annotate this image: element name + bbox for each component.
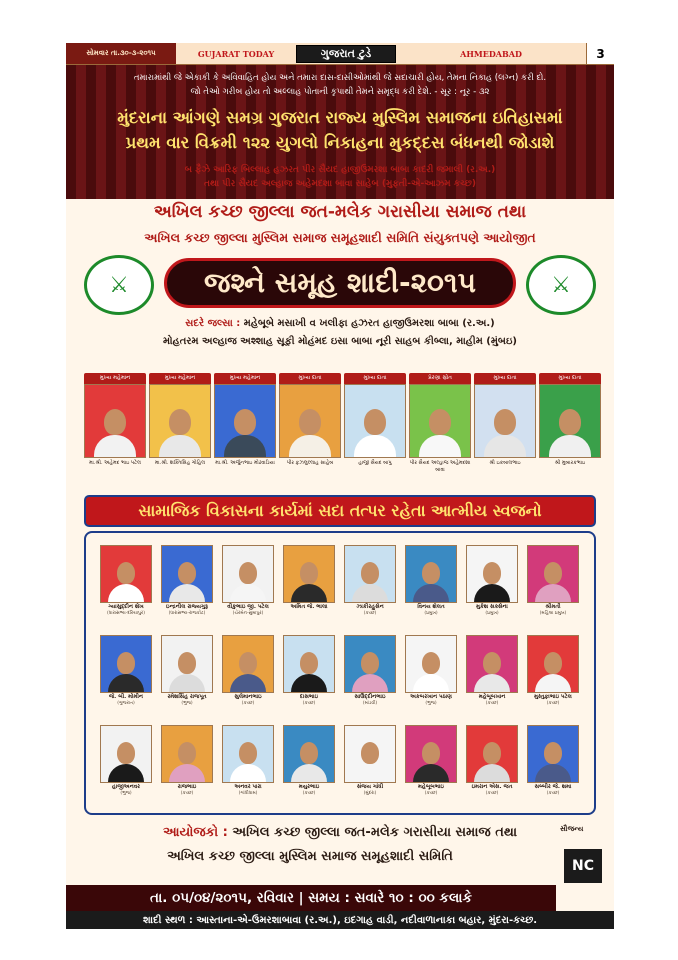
member-name: ઇન્દ્રનીલ રાજ્યગુરૂ (166, 604, 208, 610)
member-name: વિનય શેલત (417, 604, 445, 610)
person-icon (549, 409, 591, 457)
person-icon (535, 652, 571, 692)
organisers-label: આયોજકો : (162, 825, 228, 840)
event-title: જશ્ને સમૂહ શાદી-૨૦૧૫ (164, 258, 516, 308)
member-name: મહેબૂબભાઇ (418, 784, 444, 790)
organisers-text-2: અખિલ કચ્છ જીલ્લા મુસ્લિમ સમાજ સમૂહશાદી સમિતિ (167, 849, 453, 864)
page-number: 3 (586, 43, 614, 64)
member-designation: (કચ્છ) (180, 791, 194, 796)
member-designation: (ધારાસભ્ય-રાજકોટ) (168, 611, 206, 616)
headline-line-1: મુંદરાના આંગણે સમગ્ર ગુજરાત રાજ્ય મુસ્લિમ સમાજના ઇતિહાસમાં (117, 108, 563, 127)
members-panel (84, 531, 596, 815)
organizer-subtitle: અખિલ કચ્છ જીલ્લા મુસ્લિમ સમાજ સમૂહશાદી સમિતિ સંયુક્તપણે આયોજીત (144, 230, 536, 245)
guest-card (149, 373, 211, 467)
masthead-date: સોમવાર તા.૩૦-૩-૨૦૧૫ (66, 43, 176, 64)
person-icon (535, 562, 571, 602)
person-icon (224, 409, 266, 457)
date-time-bar: તા. ૦૫/૦૪/૨૦૧૫, રવિવાર | સમય : સવારે ૧૦ : ૦૦ કલાકે (66, 885, 556, 911)
member-designation: (કચ્છ) (302, 701, 316, 706)
member-designation: (મહિલા પ્રમુખ) (539, 611, 567, 616)
crossed-swords-icon: ⚔ (551, 272, 571, 298)
person-icon (230, 562, 266, 602)
guest-photo (149, 384, 211, 458)
member-card (283, 725, 335, 797)
member-name: સબ્બીર જે. શમા (534, 784, 572, 790)
member-designation: (કચ્છ) (485, 701, 499, 706)
guest-photo (539, 384, 601, 458)
guest-role-tag: મુખ્ય મહેમાન (84, 373, 146, 384)
member-photo (527, 725, 579, 783)
member-designation: (કચ્છ) (302, 791, 316, 796)
member-designation: (કચ્છ) (485, 791, 499, 796)
member-card (527, 725, 579, 797)
guest-photo (474, 384, 536, 458)
guest-role-tag: મુખ્ય મહેમાન (214, 373, 276, 384)
member-photo (466, 725, 518, 783)
person-icon (484, 409, 526, 457)
member-card (222, 545, 274, 617)
member-designation: (કચ્છ) (546, 701, 560, 706)
member-card (161, 725, 213, 797)
guest-role-tag: મુખ્ય દાતા (474, 373, 536, 384)
member-name: સાઉદ્દીનભાઇ (354, 694, 386, 700)
chief-guest-line-2: મોહતરમ અલ્હાજ અશ્શાહ સૂફી મોહંમદ ઇસા બાબા નૂરી સાહબ કીબ્લા, માહીમ (મુંબઇ) (163, 336, 517, 347)
member-photo (161, 635, 213, 693)
person-icon (289, 409, 331, 457)
member-photo (222, 635, 274, 693)
masthead-logo: ગુજરાત ટુડે (296, 45, 396, 63)
member-name: રમેશસિંહ રાજપૂત (167, 694, 207, 700)
guest-role-tag: મુખ્ય દાતા (539, 373, 601, 384)
main-headline (72, 105, 608, 155)
person-icon (169, 742, 205, 782)
organisers-line-1 (66, 823, 614, 843)
member-designation: (મુંદરા) (363, 791, 377, 796)
member-name: અકબરખાન પઠાણ (410, 694, 452, 700)
person-icon (291, 742, 327, 782)
member-name: સંજય ગાંધી (356, 784, 384, 790)
person-icon (474, 652, 510, 692)
member-card (100, 635, 152, 707)
member-name: જે. બી. મોમીન (108, 694, 143, 700)
member-photo (527, 635, 579, 693)
chief-guest-label: સદરે જલ્સા : (185, 318, 241, 329)
guest-card (539, 373, 601, 467)
member-photo (283, 725, 335, 783)
guest-name: મા.શ્રી. અહેમદ ભાઇ પટેલ (89, 460, 141, 466)
guest-name: શ્રી ઇકબાલભાઇ (489, 460, 521, 466)
guest-photo (214, 384, 276, 458)
member-card (527, 635, 579, 707)
guest-name: પીર ફઝલુલ્લાહ સાહેબ (286, 460, 334, 466)
blessing-line-1: બ ફૈઝે આરિફ બિલ્લાહ હઝરત પીર સૈયદ હાજીઉમરશા બાબા કાદરી જમાલી (ર.અ.) (184, 165, 496, 175)
member-name: વીકુભાઇ જી. પટેલ (227, 604, 269, 610)
member-name: શ્રીમતી (545, 604, 561, 610)
member-card (100, 545, 152, 617)
member-photo (283, 545, 335, 603)
member-photo (405, 725, 457, 783)
person-icon (352, 652, 388, 692)
member-name: ઝાકીરહુસેન (356, 604, 384, 610)
member-photo (344, 545, 396, 603)
verse-line-2: જો તેઓ ગરીબ હોય તો અલ્લાહ પોતાની કૃપાથી તેમને સમૃદ્ધ કરી દેશે. - સૂર : નૂર - ૩૨ (190, 87, 490, 97)
guest-card (279, 373, 341, 467)
masthead (66, 43, 614, 65)
member-card (283, 545, 335, 611)
guest-role-tag: મુખ્ય દાતા (344, 373, 406, 384)
person-icon (159, 409, 201, 457)
guest-photo (279, 384, 341, 458)
samaj-logo-right (526, 255, 596, 315)
member-photo (222, 725, 274, 783)
person-icon (419, 409, 461, 457)
quran-verse (76, 71, 604, 99)
member-photo (405, 545, 457, 603)
member-designation: (ગાંધીધામ) (238, 791, 258, 796)
member-photo (466, 545, 518, 603)
member-designation: (કચ્છ) (546, 791, 560, 796)
blessing-text (66, 163, 614, 191)
member-name: મયુરભાઇ (298, 784, 320, 790)
member-designation: (પ્રમુખ) (485, 611, 499, 616)
member-photo (466, 635, 518, 693)
member-name: દાસભાઇ (299, 694, 319, 700)
member-card (283, 635, 335, 707)
member-photo (161, 545, 213, 603)
member-photo (100, 545, 152, 603)
person-icon (535, 742, 571, 782)
member-photo (283, 635, 335, 693)
member-designation: (ચેરમેન-સુમાપુર) (232, 611, 264, 616)
member-name: અનવર પારા (234, 784, 262, 790)
member-card (405, 545, 457, 617)
verse-line-1: તમારામાંથી જે એકાકી કે અવિવાહિત હોય અને તમારા દાસ-દાસીઓમાંથી જે સદાચારી હોય, તેમના નિકાહ (લગ્ન) કરી દો. (133, 73, 547, 83)
member-card (222, 635, 274, 707)
member-designation: (ભુજ) (120, 791, 132, 796)
member-designation: (કચ્છ) (424, 791, 438, 796)
member-photo (161, 725, 213, 783)
guest-card (409, 373, 471, 474)
venue-bar: શાદી સ્થળ : આસ્તાના-એ-ઉમરશાબાવા (ર.અ.), ઇદગાહ વાડી, નદીવાળાનાકા બહાર, મુંદરા-કચ્છ. (66, 911, 614, 929)
person-icon (413, 562, 449, 602)
member-card (527, 545, 579, 617)
member-photo (405, 635, 457, 693)
sponsor-logo: NC (564, 849, 602, 883)
person-icon (108, 562, 144, 602)
guest-photo (84, 384, 146, 458)
member-card (466, 635, 518, 707)
person-icon (413, 742, 449, 782)
chief-guest-line-1: મહેબૂબે મસાખી વ ખલીફા હઝરત હાજીઉમરશા બાબા (ર.અ.) (243, 318, 495, 329)
guest-name: મા.શ્રી. અર્જુનભાઇ મોઢવાડિયા (215, 460, 275, 466)
section-strip: સામાજિક વિકાસના કાર્યમાં સદા તત્પર રહેતા આત્મીય સ્વજનો (84, 495, 596, 527)
member-name: ઇમરાન એસ. જત (471, 784, 513, 790)
member-designation: (કચ્છ) (363, 611, 377, 616)
member-photo (222, 545, 274, 603)
member-card (405, 725, 457, 797)
member-card (344, 725, 396, 797)
person-icon (352, 742, 388, 782)
member-designation: (ગુજરાત) (117, 701, 135, 706)
member-name: અમિત જે. ભાલા (290, 604, 328, 610)
guest-name: હાજી સૈયદ બાપુ (358, 460, 392, 466)
person-icon (94, 409, 136, 457)
person-icon (169, 562, 205, 602)
guest-card (84, 373, 146, 467)
samaj-logo-left (84, 255, 154, 315)
guest-role-tag: પ્રેરણા સ્રોત (409, 373, 471, 384)
member-name: સુલેમાનભાઇ (234, 694, 262, 700)
guest-name: પીર સૈયદ અલ્હાજ અહેમદશા બાવા (409, 460, 471, 473)
courtesy-label: સૌજન્ય (560, 825, 584, 833)
masthead-paper-name: GUJARAT TODAY (197, 48, 275, 59)
organizer-title: અખિલ કચ્છ જીલ્લા જત-મલેક ગરાસીયા સમાજ તથા (153, 202, 527, 222)
member-card (405, 635, 457, 707)
member-name: રાજભાઇ (177, 784, 197, 790)
member-card (344, 635, 396, 707)
member-card (100, 725, 152, 797)
guest-role-tag: મુખ્ય મહેમાન (149, 373, 211, 384)
member-name: ગ્યાસુદ્દીન શેખ (108, 604, 144, 610)
person-icon (169, 652, 205, 692)
member-photo (100, 725, 152, 783)
person-icon (108, 742, 144, 782)
member-photo (344, 635, 396, 693)
member-designation: (ધારાસભ્ય-દરિયાપુર) (107, 611, 145, 616)
member-designation: (માંડવી) (362, 701, 378, 706)
masthead-city: AHMEDABAD (460, 48, 522, 59)
member-card (466, 725, 518, 797)
person-icon (230, 742, 266, 782)
member-name: મુકેશ સક્સેના (476, 604, 508, 610)
member-name: મુસ્તુફાભાઇ પટેલ (534, 694, 572, 700)
guest-name: શ્રી મુબારકભાઇ (554, 460, 586, 466)
member-card (466, 545, 518, 617)
person-icon (354, 409, 396, 457)
guest-card (214, 373, 276, 467)
person-icon (108, 652, 144, 692)
headline-line-2: પ્રથમ વાર વિક્રમી ૧૨૨ યુગલો નિકાહના મુકદ્દસ બંધનથી જોડાશે (125, 133, 555, 152)
guest-card (474, 373, 536, 467)
organisers-text-1: અખિલ કચ્છ જીલ્લા જત-મલેક ગરાસીયા સમાજ તથા (232, 825, 518, 840)
member-photo (527, 545, 579, 603)
newspaper-page (66, 43, 614, 929)
guest-card (344, 373, 406, 467)
person-icon (230, 652, 266, 692)
member-designation: (ભુજ) (425, 701, 437, 706)
member-photo (344, 725, 396, 783)
member-card (222, 725, 274, 797)
member-name: હાજીઅનવર (112, 784, 140, 790)
blessing-line-2: તથા પીર સૈયદ અલ્હાજ અહેમદશા બાવા સાહેબ (મુફતી-એ-આઝમ કચ્છ) (203, 179, 477, 189)
person-icon (474, 562, 510, 602)
guest-photo (344, 384, 406, 458)
person-icon (474, 742, 510, 782)
member-card (161, 545, 213, 617)
member-designation: (પ્રમુખ) (424, 611, 438, 616)
member-card (161, 635, 213, 707)
guest-photo (409, 384, 471, 458)
member-designation: (ભુજ) (181, 701, 193, 706)
person-icon (291, 652, 327, 692)
person-icon (352, 562, 388, 602)
member-designation: (કચ્છ) (241, 701, 255, 706)
member-card (344, 545, 396, 617)
guest-role-tag: મુખ્ય દાતા (279, 373, 341, 384)
person-icon (291, 562, 327, 602)
guest-name: મા.શ્રી. શક્તિસિંહ ગોહિલ (154, 460, 206, 466)
member-name: મહેબૂબખાન (478, 694, 506, 700)
person-icon (413, 652, 449, 692)
chief-guest-text (66, 315, 614, 351)
crossed-swords-icon: ⚔ (109, 272, 129, 298)
member-photo (100, 635, 152, 693)
